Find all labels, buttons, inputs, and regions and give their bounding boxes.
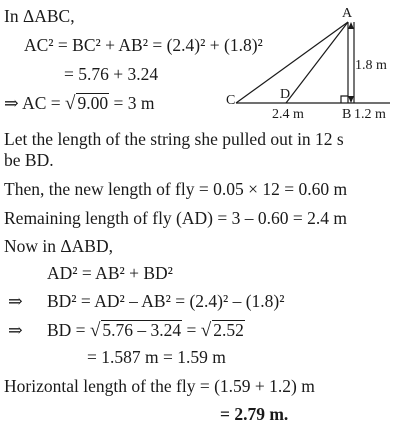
label-d: D [280,87,291,102]
implies-arrow: ⇒ [8,291,23,311]
sqrt-symbol: √ [65,93,76,114]
equation-part: ⇒ AC = [4,93,66,113]
equation-sum: = 5.76 + 3.24 [64,64,159,84]
sqrt-symbol: √ [89,320,101,341]
right-angle-marker [341,96,348,103]
line-da [286,22,348,103]
sqrt-symbol: √ [200,320,212,341]
text-line: Remaining length of fly (AD) = 3 – 0.60 = 2.4 m [4,208,347,228]
equation-ad-squared: AD² = AB² + BD² [47,263,173,283]
arrow-head-up [348,22,354,29]
text-line: Now in ΔABD, [4,236,113,256]
label-height: 1.8 m [355,58,387,73]
text-line: Horizontal length of the fly = (1.59 + 1.2) m [4,376,315,396]
label-extra: 1.2 m [354,107,386,122]
equation-part: = [182,320,201,340]
label-a: A [342,6,353,21]
equation-bd-squared: BD² = AD² – AB² = (2.4)² – (1.8)² [47,291,285,311]
label-c: C [226,93,236,108]
radicand: 5.76 – 3.24 [102,320,182,340]
implies-arrow: ⇒ [8,320,23,340]
text-line: be BD. [4,150,54,170]
text-line: In ΔABC, [4,6,75,26]
arrow-head-down [348,96,354,103]
label-b: B [342,107,352,122]
equation-ac-squared: AC² = BC² + AB² = (2.4)² + (1.8)² [24,35,263,55]
line-ca [236,22,348,103]
text-line: Let the length of the string she pulled out in 12 s [4,129,344,149]
equation-result: = 1.587 m = 1.59 m [87,347,226,367]
radicand: 2.52 [213,320,244,340]
equation-part: = 3 m [109,93,155,113]
final-answer: = 2.79 m. [220,404,289,424]
radicand: 9.00 [77,93,109,113]
equation-part: BD = [47,320,90,340]
label-base: 2.4 m [272,107,304,122]
text-line: Then, the new length of fly = 0.05 × 12 = 0.60 m [4,179,348,199]
